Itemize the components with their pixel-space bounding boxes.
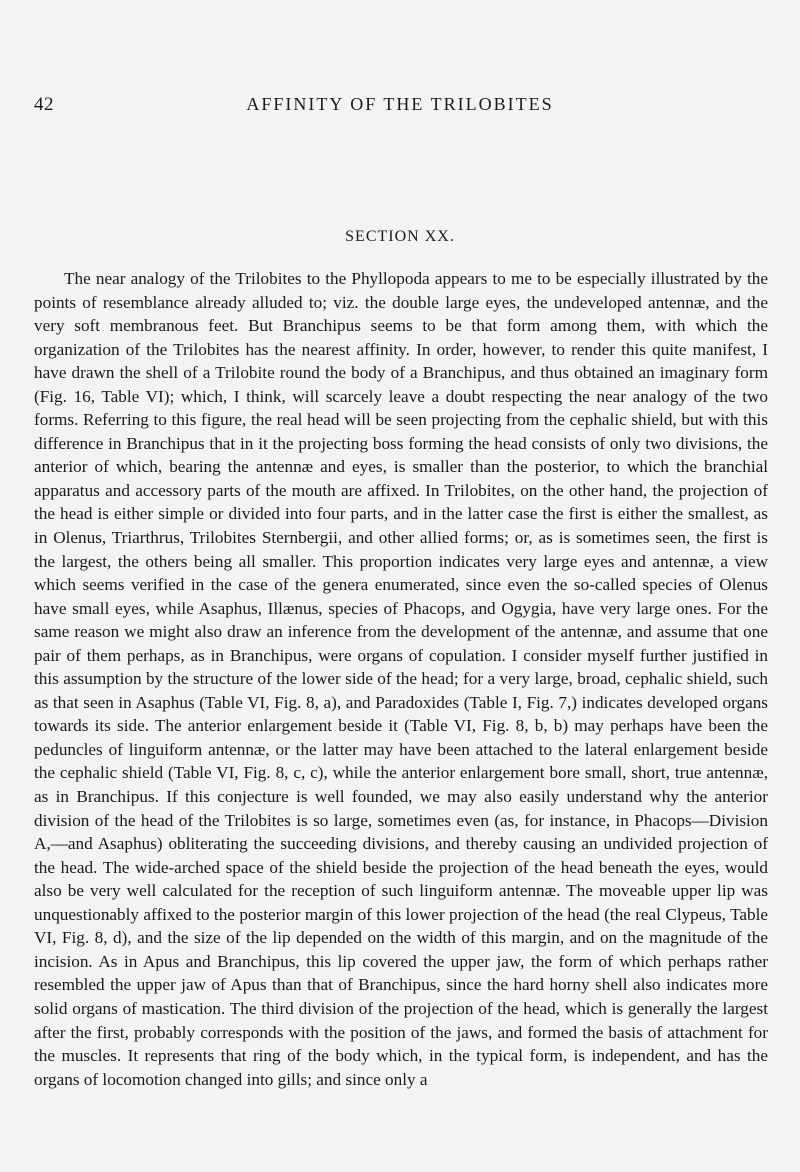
running-head: AFFINITY OF THE TRILOBITES — [246, 94, 554, 114]
page-header — [34, 94, 766, 118]
page-number: 42 — [34, 94, 54, 115]
section-title: SECTION XX. — [345, 228, 455, 245]
body-paragraph: The near analogy of the Trilobites to the Phyllopoda appears to me to be especially illustrated by the points of resemblance already alluded to; viz. the double large eyes, the undeveloped antennæ, and the very soft membranous feet. But Branchipus seems to be that form among them, with which the organization of the Trilobites has the nearest affinity. In order, however, to render this quite manifest, I have drawn the shell of a Trilobite round the body of a Branchipus, and thus obtained an imaginary form (Fig. 16, Table VI); which, I think, will scarcely leave a doubt respecting the near analogy of the two forms. Referring to this figure, the real head will be seen projecting from the cephalic shield, but with this difference in Branchipus that in it the projecting boss forming the head consists of only two divisions, the anterior of which, bearing the antennæ and eyes, is smaller than the posterior, to which the branchial apparatus and accessory parts of the mouth are affixed. In Trilobites, on the other hand, the projection of the head is either simple or divided into four parts, and in the latter case the first is either the smallest, as in Olenus, Triarthrus, Trilobites Sternbergii, and other allied forms; or, as is sometimes seen, the first is the largest, the others being all smaller. This proportion indicates very large eyes and antennæ, a view which seems verified in the case of the genera enumerated, since even the so-called species of Olenus have small eyes, while Asaphus, Illænus, species of Phacops, and Ogygia, have very large ones. For the same reason we might also draw an inference from the development of the antennæ, and assume that one pair of them perhaps, as in Branchipus, were organs of copulation. I consider myself further justified in this assumption by the structure of the lower side of the head; for a very large, broad, cephalic shield, such as that seen in Asaphus (Table VI, Fig. 8, a), and Paradoxides (Table I, Fig. 7,) indicates developed organs towards its side. The anterior enlargement beside it (Table VI, Fig. 8, b, b) may perhaps have been the peduncles of linguiform antennæ, or the latter may have been attached to the lateral enlargement beside the cephalic shield (Table VI, Fig. 8, c, c), while the anterior enlargement bore small, short, true antennæ, as in Branchipus. If this conjecture is well founded, we may also easily understand why the anterior division of the head of the Trilobites is so large, sometimes even (as, for instance, in Phacops—Division A,—and Asaphus) obliterating the succeeding divisions, and thereby causing an undivided projection of the head. The wide-arched space of the shield beside the projection of the head beneath the eyes, would also be very well calculated for the reception of such linguiform antennæ. The moveable upper lip was unquestionably affixed to the posterior margin of this lower projection of the head (the real Clypeus, Table VI, Fig. 8, d), and the size of the lip depended on the width of this margin, and on the magnitude of the incision. As in Apus and Branchipus, this lip covered the upper jaw, the form of which perhaps rather resembled the upper jaw of Apus than that of Branchipus, since the hard horny shell also indicates more solid organs of mastication. The third division of the projection of the head, which is generally the largest after the first, probably corresponds with the position of the jaws, and formed the basis of attachment for the muscles. It represents that ring of the body which, in the typical form, is independent, and has the organs of locomotion changed into gills; and since only a — [34, 269, 768, 1089]
